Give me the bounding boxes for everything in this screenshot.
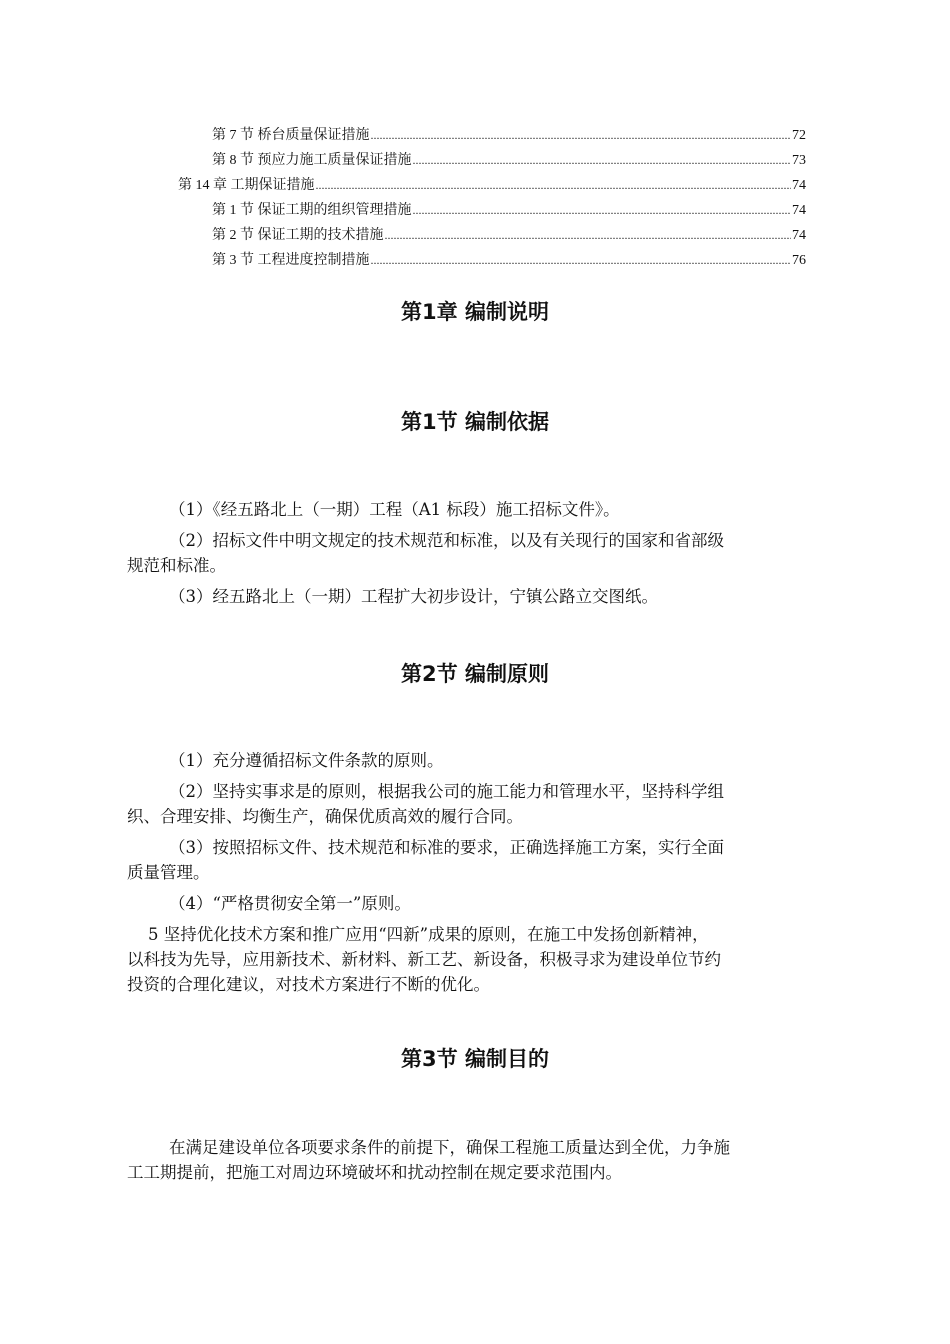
toc-entry-page: 76 bbox=[792, 253, 806, 268]
toc-entry-page: 74 bbox=[792, 228, 806, 243]
toc-entry-title: 第 14 章 工期保证措施 bbox=[178, 178, 315, 193]
toc-entry-title: 第 2 节 保证工期的技术措施 bbox=[212, 228, 384, 243]
section-title: 第2节 编制原则 bbox=[401, 662, 549, 686]
toc-leader-dots bbox=[385, 228, 792, 243]
body-line: 织、合理安排、均衡生产，确保优质高效的履行合同。 bbox=[127, 807, 523, 826]
body-line: 工工期提前，把施工对周边环境破坏和扰动控制在规定要求范围内。 bbox=[127, 1163, 622, 1182]
toc-entry-title: 第 3 节 工程进度控制措施 bbox=[212, 253, 370, 268]
toc-entry-title: 第 8 节 预应力施工质量保证措施 bbox=[212, 153, 412, 168]
toc-leader-dots bbox=[413, 203, 792, 218]
toc-leader-dots bbox=[371, 128, 792, 143]
body-line: （1）充分遵循招标文件条款的原则。 bbox=[127, 751, 444, 770]
body-line: 在满足建设单位各项要求条件的前提下，确保工程施工质量达到全优，力争施 bbox=[127, 1138, 730, 1157]
toc-leader-dots bbox=[371, 253, 792, 268]
section-title: 第3节 编制目的 bbox=[401, 1047, 549, 1071]
section-body bbox=[127, 748, 827, 997]
body-line: （3）经五路北上（一期）工程扩大初步设计，宁镇公路立交图纸。 bbox=[127, 587, 658, 606]
toc-entry-title: 第 7 节 桥台质量保证措施 bbox=[212, 128, 370, 143]
table-of-contents bbox=[178, 124, 806, 274]
toc-entry-page: 72 bbox=[792, 128, 806, 143]
body-line: 以科技为先导，应用新技术、新材料、新工艺、新设备，积极寻求为建设单位节约 bbox=[127, 950, 721, 969]
body-line: （2）招标文件中明文规定的技术规范和标准，以及有关现行的国家和省部级 bbox=[127, 531, 724, 550]
body-line: （4）“严格贯彻安全第一”原则。 bbox=[127, 894, 411, 913]
chapter-title: 第1章 编制说明 bbox=[401, 300, 549, 324]
toc-entry[interactable] bbox=[178, 149, 806, 174]
section-body bbox=[127, 497, 827, 609]
toc-entry-page: 74 bbox=[792, 203, 806, 218]
toc-entry-page: 74 bbox=[792, 178, 806, 193]
toc-entry-page: 73 bbox=[792, 153, 806, 168]
body-line: （2）坚持实事求是的原则，根据我公司的施工能力和管理水平，坚持科学组 bbox=[127, 782, 724, 801]
body-line: 质量管理。 bbox=[127, 863, 210, 882]
toc-entry[interactable] bbox=[178, 249, 806, 274]
section-title: 第1节 编制依据 bbox=[401, 410, 549, 434]
toc-entry-title: 第 1 节 保证工期的组织管理措施 bbox=[212, 203, 412, 218]
section-body bbox=[127, 1135, 827, 1185]
body-line: 投资的合理化建议，对技术方案进行不断的优化。 bbox=[127, 975, 490, 994]
body-line: （1）《经五路北上（一期）工程（A1 标段）施工招标文件》。 bbox=[127, 500, 620, 519]
body-line: （3）按照招标文件、技术规范和标准的要求，正确选择施工方案，实行全面 bbox=[127, 838, 724, 857]
body-line: 规范和标准。 bbox=[127, 556, 226, 575]
toc-leader-dots bbox=[413, 153, 792, 168]
toc-entry[interactable] bbox=[178, 124, 806, 149]
toc-leader-dots bbox=[316, 178, 792, 193]
body-line: 5 坚持优化技术方案和推广应用“四新”成果的原则，在施工中发扬创新精神， bbox=[127, 925, 709, 944]
toc-entry[interactable] bbox=[178, 224, 806, 249]
toc-entry[interactable] bbox=[178, 199, 806, 224]
toc-entry[interactable] bbox=[178, 174, 806, 199]
